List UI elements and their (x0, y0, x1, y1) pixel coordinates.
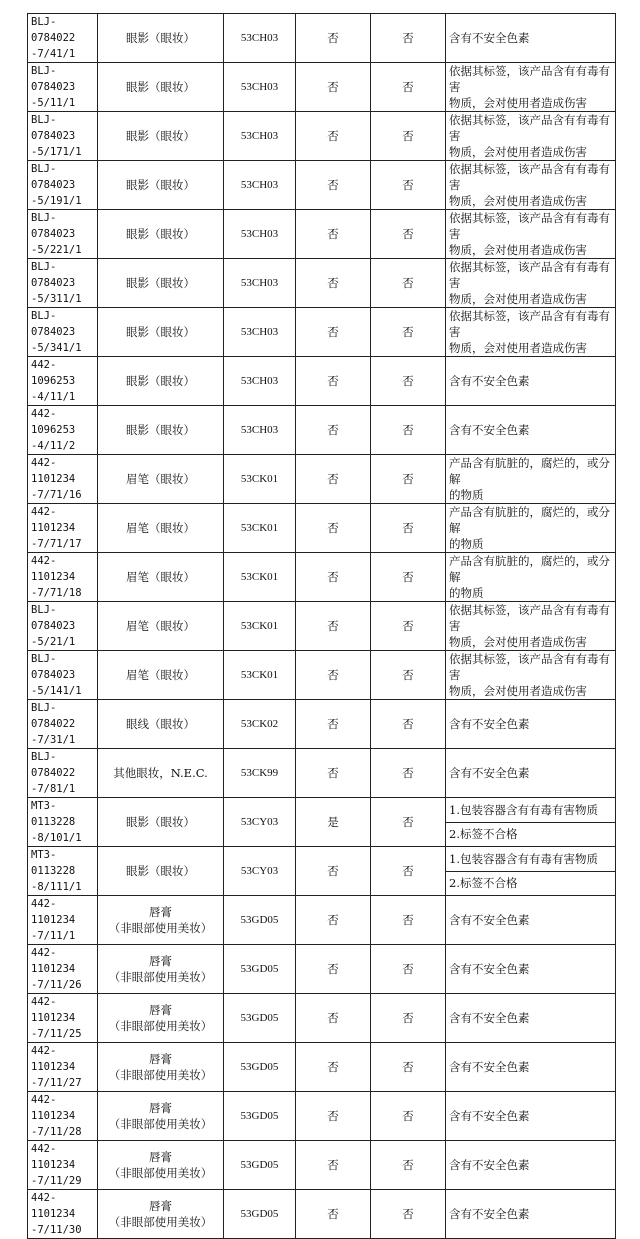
sample-id-cell: BLJ-0784023 -5/21/1 (28, 602, 98, 651)
flag-a-cell: 否 (296, 1190, 371, 1239)
sample-id-cell: 442-1096253 -4/11/1 (28, 357, 98, 406)
product-code-cell: 53GD05 (224, 896, 296, 945)
reason-line: 的物质 (449, 586, 484, 600)
product-cell: 眼影（眼妆） (98, 798, 224, 847)
sample-id-cell: 442-1101234 -7/11/27 (28, 1043, 98, 1092)
flag-a-cell: 否 (296, 700, 371, 749)
table-row (28, 553, 616, 602)
product-cell: 眉笔（眼妆） (98, 602, 224, 651)
reason-line: 依据其标签，该产品含有有毒有害 (449, 211, 610, 241)
table-row (28, 945, 616, 994)
flag-a-cell: 否 (296, 1092, 371, 1141)
reason-cell (446, 1092, 616, 1141)
reason-cell (446, 1043, 616, 1092)
table-row (28, 602, 616, 651)
reason-cell (446, 406, 616, 455)
flag-b-cell: 否 (371, 651, 446, 700)
flag-b-cell: 否 (371, 357, 446, 406)
flag-a-cell: 否 (296, 504, 371, 553)
reason-cell (446, 553, 616, 602)
reason-cell: 2.标签不合格 (446, 871, 616, 896)
flag-b-cell: 否 (371, 504, 446, 553)
flag-a-cell: 否 (296, 112, 371, 161)
reason-line: 依据其标签，该产品含有有毒有害 (449, 260, 610, 290)
product-cell: 眉笔（眼妆） (98, 553, 224, 602)
flag-a-cell: 否 (296, 1043, 371, 1092)
flag-a-cell: 否 (296, 749, 371, 798)
reason-cell (446, 945, 616, 994)
sample-id-cell: BLJ-0784023 -5/11/1 (28, 63, 98, 112)
product-code-cell: 53CK02 (224, 700, 296, 749)
product-code-cell: 53GD05 (224, 1190, 296, 1239)
sample-id-cell: 442-1101234 -7/71/16 (28, 455, 98, 504)
product-code-cell: 53CH03 (224, 14, 296, 63)
product-code-cell: 53CH03 (224, 112, 296, 161)
flag-b-cell: 否 (371, 161, 446, 210)
reason-line: 物质，会对使用者造成伤害 (449, 145, 587, 159)
product-code-cell: 53GD05 (224, 945, 296, 994)
sample-id-cell: BLJ-0784023 -5/141/1 (28, 651, 98, 700)
reason-line: 含有不安全色素 (449, 1011, 530, 1025)
table-row (28, 700, 616, 749)
flag-b-cell: 否 (371, 112, 446, 161)
product-cell: 眼影（眼妆） (98, 406, 224, 455)
reason-line: 含有不安全色素 (449, 1109, 530, 1123)
table-body (28, 14, 616, 1239)
product-code-cell: 53CH03 (224, 406, 296, 455)
reason-cell (446, 308, 616, 357)
flag-b-cell: 否 (371, 847, 446, 896)
sample-id-cell: MT3-0113228 -8/101/1 (28, 798, 98, 847)
reason-line: 含有不安全色素 (449, 1207, 530, 1221)
table-row (28, 63, 616, 112)
flag-b-cell: 否 (371, 406, 446, 455)
reason-cell (446, 651, 616, 700)
sample-id-cell: 442-1101234 -7/11/26 (28, 945, 98, 994)
flag-b-cell: 否 (371, 896, 446, 945)
product-code-cell: 53GD05 (224, 1092, 296, 1141)
flag-a-cell: 否 (296, 63, 371, 112)
sample-id-cell: BLJ-0784023 -5/341/1 (28, 308, 98, 357)
reason-cell: 1.包装容器含有有毒有害物质 (446, 798, 616, 823)
product-cell: 唇膏 （非眼部使用美妆） (98, 1190, 224, 1239)
product-cell: 眼影（眼妆） (98, 210, 224, 259)
table-row (28, 504, 616, 553)
reason-line: 的物质 (449, 488, 484, 502)
sample-id-cell: BLJ-0784022 -7/81/1 (28, 749, 98, 798)
table-row (28, 14, 616, 63)
product-code-cell: 53CY03 (224, 847, 296, 896)
flag-a-cell: 否 (296, 308, 371, 357)
reason-line: 含有不安全色素 (449, 1158, 530, 1172)
product-code-cell: 53GD05 (224, 994, 296, 1043)
reason-line: 依据其标签，该产品含有有毒有害 (449, 64, 610, 94)
reason-line: 含有不安全色素 (449, 31, 530, 45)
table-row (28, 1141, 616, 1190)
product-cell: 眉笔（眼妆） (98, 455, 224, 504)
table-row (28, 1092, 616, 1141)
sample-id-cell: 442-1096253 -4/11/2 (28, 406, 98, 455)
flag-a-cell: 否 (296, 259, 371, 308)
reason-cell (446, 700, 616, 749)
sample-id-cell: BLJ-0784023 -5/171/1 (28, 112, 98, 161)
flag-b-cell: 否 (371, 1092, 446, 1141)
table-row (28, 455, 616, 504)
reason-line: 依据其标签，该产品含有有毒有害 (449, 162, 610, 192)
flag-b-cell: 否 (371, 798, 446, 847)
flag-a-cell: 否 (296, 602, 371, 651)
product-cell: 唇膏 （非眼部使用美妆） (98, 994, 224, 1043)
reason-line: 含有不安全色素 (449, 913, 530, 927)
product-code-cell: 53CK01 (224, 651, 296, 700)
reason-line: 产品含有肮脏的，腐烂的，或分解 (449, 505, 610, 535)
sample-id-cell: MT3-0113228 -8/111/1 (28, 847, 98, 896)
reason-line: 物质，会对使用者造成伤害 (449, 194, 587, 208)
reason-line: 依据其标签，该产品含有有毒有害 (449, 652, 610, 682)
product-code-cell: 53GD05 (224, 1141, 296, 1190)
flag-b-cell: 否 (371, 210, 446, 259)
reason-line: 物质，会对使用者造成伤害 (449, 292, 587, 306)
product-cell: 眉笔（眼妆） (98, 504, 224, 553)
product-cell: 其他眼妆，N.E.C. (98, 749, 224, 798)
flag-b-cell: 否 (371, 308, 446, 357)
product-code-cell: 53GD05 (224, 1043, 296, 1092)
product-code-cell: 53CK99 (224, 749, 296, 798)
reason-line: 物质，会对使用者造成伤害 (449, 243, 587, 257)
reason-cell (446, 749, 616, 798)
product-cell: 眼影（眼妆） (98, 161, 224, 210)
flag-b-cell: 否 (371, 700, 446, 749)
product-code-cell: 53CK01 (224, 455, 296, 504)
product-code-cell: 53CH03 (224, 210, 296, 259)
product-cell: 眼线（眼妆） (98, 700, 224, 749)
reason-line: 依据其标签，该产品含有有毒有害 (449, 603, 610, 633)
flag-a-cell: 否 (296, 455, 371, 504)
reason-cell (446, 1141, 616, 1190)
reason-cell: 1.包装容器含有有毒有害物质 (446, 847, 616, 872)
table-row (28, 847, 616, 872)
sample-id-cell: BLJ-0784022 -7/31/1 (28, 700, 98, 749)
flag-b-cell: 否 (371, 602, 446, 651)
flag-b-cell: 否 (371, 259, 446, 308)
product-code-cell: 53CH03 (224, 357, 296, 406)
reason-cell (446, 14, 616, 63)
table-row (28, 798, 616, 823)
reason-cell (446, 896, 616, 945)
reason-line: 产品含有肮脏的，腐烂的，或分解 (449, 554, 610, 584)
sample-id-cell: BLJ-0784023 -5/191/1 (28, 161, 98, 210)
table-row (28, 749, 616, 798)
product-cell: 眼影（眼妆） (98, 259, 224, 308)
reason-cell (446, 357, 616, 406)
flag-a-cell: 否 (296, 896, 371, 945)
sample-id-cell: 442-1101234 -7/11/1 (28, 896, 98, 945)
reason-cell (446, 455, 616, 504)
product-cell: 唇膏 （非眼部使用美妆） (98, 1092, 224, 1141)
import-refusal-table (27, 13, 616, 1239)
reason-cell (446, 259, 616, 308)
flag-a-cell: 否 (296, 651, 371, 700)
table-row (28, 112, 616, 161)
table-row (28, 161, 616, 210)
reason-line: 含有不安全色素 (449, 374, 530, 388)
flag-a-cell: 否 (296, 1141, 371, 1190)
reason-line: 的物质 (449, 537, 484, 551)
sample-id-cell: BLJ-0784022 -7/41/1 (28, 14, 98, 63)
reason-line: 物质，会对使用者造成伤害 (449, 684, 587, 698)
flag-a-cell: 否 (296, 357, 371, 406)
table-row (28, 357, 616, 406)
flag-b-cell: 否 (371, 455, 446, 504)
reason-cell (446, 994, 616, 1043)
flag-b-cell: 否 (371, 945, 446, 994)
flag-b-cell: 否 (371, 63, 446, 112)
product-cell: 唇膏 （非眼部使用美妆） (98, 896, 224, 945)
reason-line: 含有不安全色素 (449, 423, 530, 437)
product-cell: 眉笔（眼妆） (98, 651, 224, 700)
flag-a-cell: 否 (296, 406, 371, 455)
reason-cell (446, 63, 616, 112)
table-row (28, 406, 616, 455)
reason-cell (446, 602, 616, 651)
reason-line: 物质，会对使用者造成伤害 (449, 635, 587, 649)
reason-line: 依据其标签，该产品含有有毒有害 (449, 309, 610, 339)
product-cell: 眼影（眼妆） (98, 112, 224, 161)
sample-id-cell: 442-1101234 -7/11/28 (28, 1092, 98, 1141)
reason-line: 含有不安全色素 (449, 717, 530, 731)
reason-cell: 2.标签不合格 (446, 822, 616, 847)
product-code-cell: 53CH03 (224, 308, 296, 357)
reason-line: 含有不安全色素 (449, 962, 530, 976)
table-row (28, 896, 616, 945)
reason-cell (446, 112, 616, 161)
flag-a-cell: 是 (296, 798, 371, 847)
product-cell: 眼影（眼妆） (98, 14, 224, 63)
reason-line: 依据其标签，该产品含有有毒有害 (449, 113, 610, 143)
sample-id-cell: 442-1101234 -7/71/18 (28, 553, 98, 602)
flag-a-cell: 否 (296, 945, 371, 994)
product-cell: 眼影（眼妆） (98, 357, 224, 406)
reason-line: 物质，会对使用者造成伤害 (449, 96, 587, 110)
flag-a-cell: 否 (296, 14, 371, 63)
product-code-cell: 53CK01 (224, 504, 296, 553)
flag-b-cell: 否 (371, 14, 446, 63)
reason-line: 含有不安全色素 (449, 1060, 530, 1074)
sample-id-cell: 442-1101234 -7/11/25 (28, 994, 98, 1043)
reason-line: 物质，会对使用者造成伤害 (449, 341, 587, 355)
product-cell: 眼影（眼妆） (98, 63, 224, 112)
flag-b-cell: 否 (371, 1190, 446, 1239)
flag-a-cell: 否 (296, 847, 371, 896)
reason-cell (446, 210, 616, 259)
flag-a-cell: 否 (296, 553, 371, 602)
flag-a-cell: 否 (296, 161, 371, 210)
table-row (28, 1043, 616, 1092)
product-cell: 眼影（眼妆） (98, 847, 224, 896)
reason-cell (446, 1190, 616, 1239)
flag-a-cell: 否 (296, 210, 371, 259)
product-code-cell: 53CH03 (224, 63, 296, 112)
table-row (28, 210, 616, 259)
sample-id-cell: BLJ-0784023 -5/311/1 (28, 259, 98, 308)
table-row (28, 651, 616, 700)
reason-cell (446, 161, 616, 210)
document-page (27, 13, 615, 1239)
reason-line: 产品含有肮脏的，腐烂的，或分解 (449, 456, 610, 486)
product-cell: 唇膏 （非眼部使用美妆） (98, 1043, 224, 1092)
product-code-cell: 53CH03 (224, 161, 296, 210)
table-row (28, 994, 616, 1043)
product-code-cell: 53CH03 (224, 259, 296, 308)
product-cell: 唇膏 （非眼部使用美妆） (98, 945, 224, 994)
reason-cell (446, 504, 616, 553)
flag-b-cell: 否 (371, 994, 446, 1043)
table-row (28, 259, 616, 308)
product-cell: 唇膏 （非眼部使用美妆） (98, 1141, 224, 1190)
flag-b-cell: 否 (371, 553, 446, 602)
flag-b-cell: 否 (371, 749, 446, 798)
table-row (28, 1190, 616, 1239)
sample-id-cell: 442-1101234 -7/11/29 (28, 1141, 98, 1190)
sample-id-cell: BLJ-0784023 -5/221/1 (28, 210, 98, 259)
product-cell: 眼影（眼妆） (98, 308, 224, 357)
sample-id-cell: 442-1101234 -7/71/17 (28, 504, 98, 553)
flag-b-cell: 否 (371, 1043, 446, 1092)
flag-a-cell: 否 (296, 994, 371, 1043)
product-code-cell: 53CK01 (224, 553, 296, 602)
product-code-cell: 53CY03 (224, 798, 296, 847)
sample-id-cell: 442-1101234 -7/11/30 (28, 1190, 98, 1239)
table-row (28, 308, 616, 357)
reason-line: 含有不安全色素 (449, 766, 530, 780)
product-code-cell: 53CK01 (224, 602, 296, 651)
flag-b-cell: 否 (371, 1141, 446, 1190)
